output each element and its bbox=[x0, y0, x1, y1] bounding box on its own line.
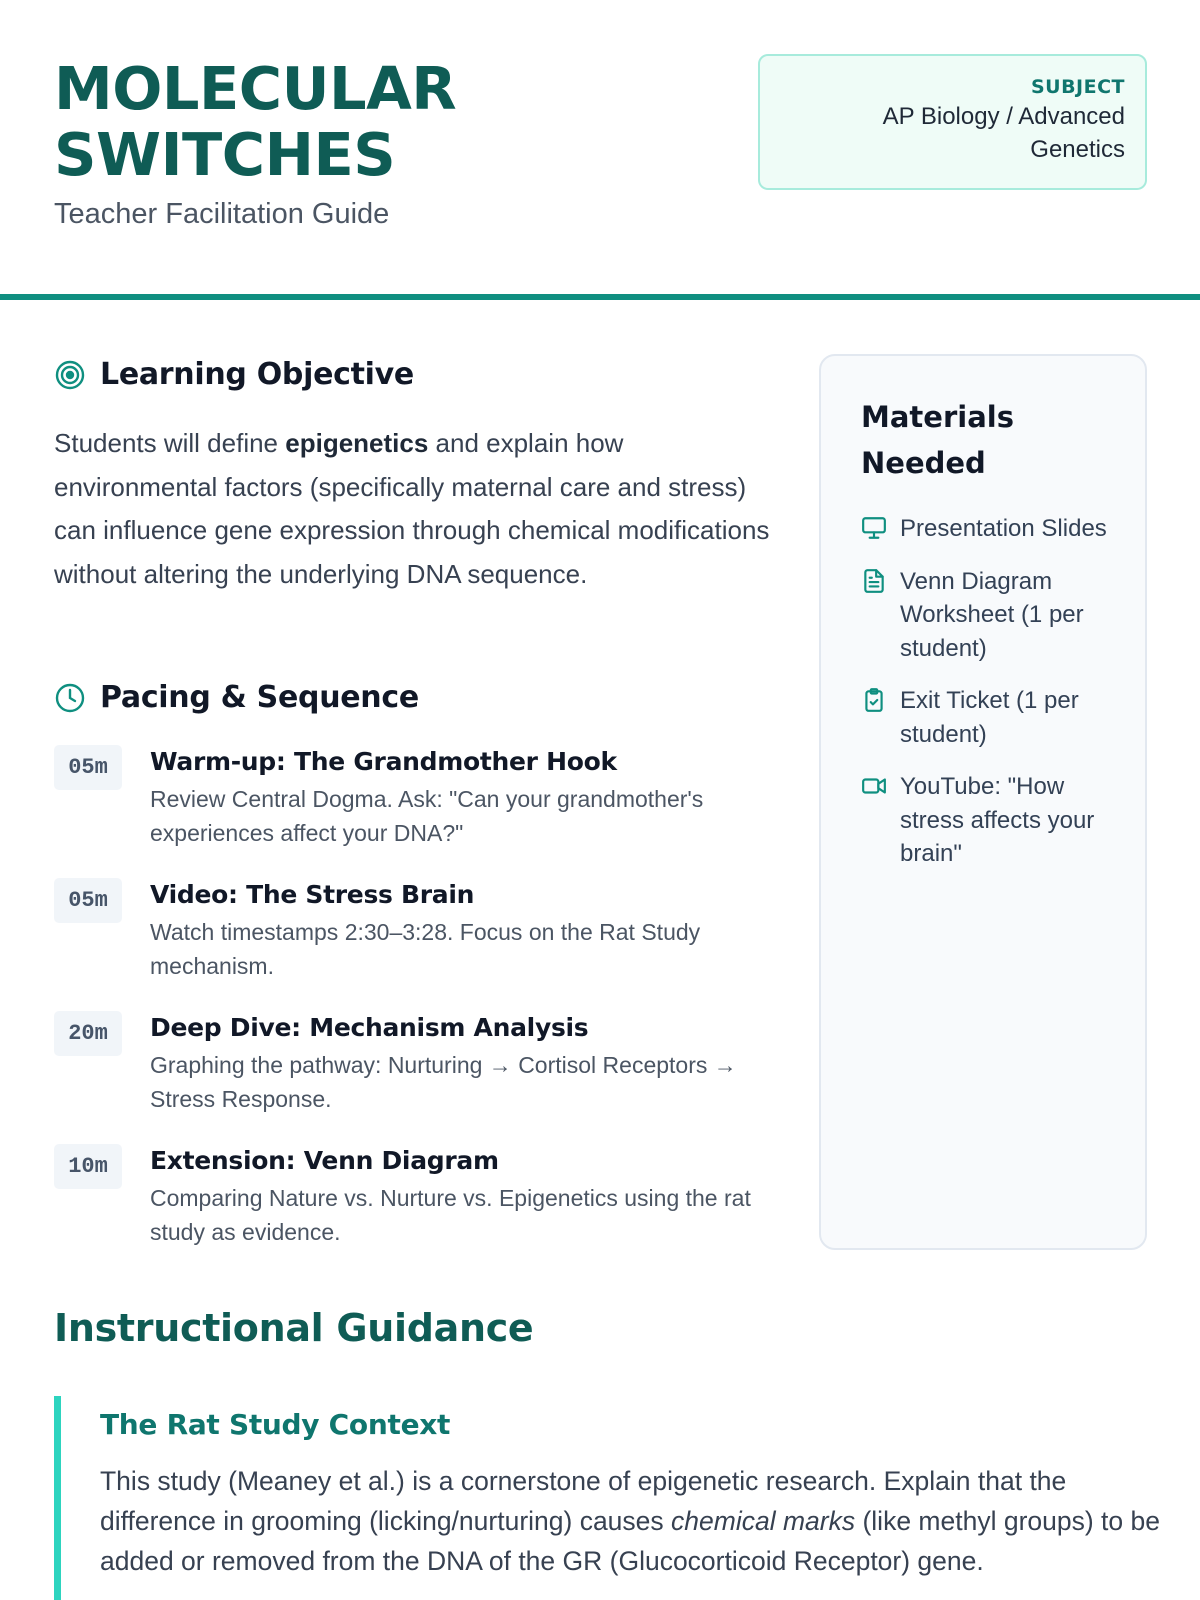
target-icon bbox=[54, 359, 86, 391]
callout-body bbox=[100, 1461, 1160, 1581]
instructional-guidance-title: Instructional Guidance bbox=[54, 1306, 534, 1350]
materials-title: Materials Needed bbox=[861, 400, 1014, 480]
materials-item bbox=[861, 684, 1115, 751]
clipboard-check-icon bbox=[861, 687, 887, 713]
learning-objective-title: Learning Objective bbox=[100, 357, 414, 392]
materials-item bbox=[861, 565, 1115, 666]
materials-item bbox=[861, 512, 1115, 546]
learning-objective-heading bbox=[54, 357, 414, 392]
materials-card bbox=[819, 354, 1147, 1250]
page-title bbox=[54, 56, 456, 188]
video-camera-icon bbox=[861, 773, 887, 799]
callout-emphasis: chemical marks bbox=[671, 1506, 856, 1536]
pacing-item-title: Warm-up: The Grandmother Hook bbox=[150, 747, 617, 776]
pacing-item-desc: Watch timestamps 2:30–3:28. Focus on the Rat Study mechanism. bbox=[150, 919, 701, 979]
objective-keyword: epigenetics bbox=[285, 428, 429, 458]
subject-card bbox=[758, 54, 1147, 190]
clock-icon bbox=[54, 682, 86, 714]
subject-label: SUBJECT bbox=[1030, 76, 1125, 98]
title-line-2: SWITCHES bbox=[54, 120, 396, 189]
callout-text-start: This study (Meaney et al.) is a cornerstone of epigenetic research. Explain that the difference in grooming (licking/nurturing) causes bbox=[100, 1466, 1067, 1536]
document-header bbox=[0, 0, 1200, 300]
rat-study-callout bbox=[54, 1396, 1160, 1600]
materials-item-label: Venn Diagram Worksheet (1 per student) bbox=[900, 567, 1084, 662]
subject-value-line-1: AP Biology / Advanced bbox=[882, 103, 1125, 130]
materials-item bbox=[861, 770, 1115, 871]
subject-value bbox=[780, 100, 1125, 166]
monitor-icon bbox=[861, 515, 887, 541]
subject-value-line-2: Genetics bbox=[1030, 136, 1125, 163]
time-badge: 10m bbox=[54, 1144, 122, 1189]
pacing-title: Pacing & Sequence bbox=[100, 680, 419, 715]
pacing-item-desc: Comparing Nature vs. Nurture vs. Epigenetics using the rat study as evidence. bbox=[150, 1185, 751, 1245]
objective-text-end: and explain how environmental factors (specifically maternal care and stress) can influence gene expression through chemical modifications without altering the underlying DNA sequence. bbox=[54, 428, 770, 589]
time-badge: 05m bbox=[54, 745, 122, 790]
time-badge: 20m bbox=[54, 1011, 122, 1056]
materials-item-label: YouTube: "How stress affects your brain" bbox=[900, 773, 1095, 867]
pacing-heading bbox=[54, 680, 419, 715]
pacing-item-title: Deep Dive: Mechanism Analysis bbox=[150, 1013, 589, 1042]
page-subtitle: Teacher Facilitation Guide bbox=[54, 198, 390, 230]
objective-text-start: Students will define bbox=[54, 428, 286, 458]
callout-text-end: (like methyl groups) to be added or removed from the DNA of the GR (Glucocorticoid Receptor) gene. bbox=[100, 1506, 1160, 1576]
learning-objective-text bbox=[54, 422, 774, 596]
pacing-item-title: Video: The Stress Brain bbox=[150, 880, 475, 909]
materials-list bbox=[861, 512, 1115, 871]
title-line-1: MOLECULAR bbox=[54, 54, 457, 123]
callout-title: The Rat Study Context bbox=[100, 1408, 451, 1441]
pacing-item-title: Extension: Venn Diagram bbox=[150, 1146, 499, 1175]
document-icon bbox=[861, 568, 887, 594]
time-badge: 05m bbox=[54, 878, 122, 923]
materials-item-label: Presentation Slides bbox=[900, 515, 1107, 542]
materials-item-label: Exit Ticket (1 per student) bbox=[900, 687, 1079, 748]
pacing-item-desc: Review Central Dogma. Ask: "Can your grandmother's experiences affect your DNA?" bbox=[150, 786, 704, 846]
pacing-item-desc: Graphing the pathway: Nurturing → Cortisol Receptors → Stress Response. bbox=[150, 1052, 737, 1112]
